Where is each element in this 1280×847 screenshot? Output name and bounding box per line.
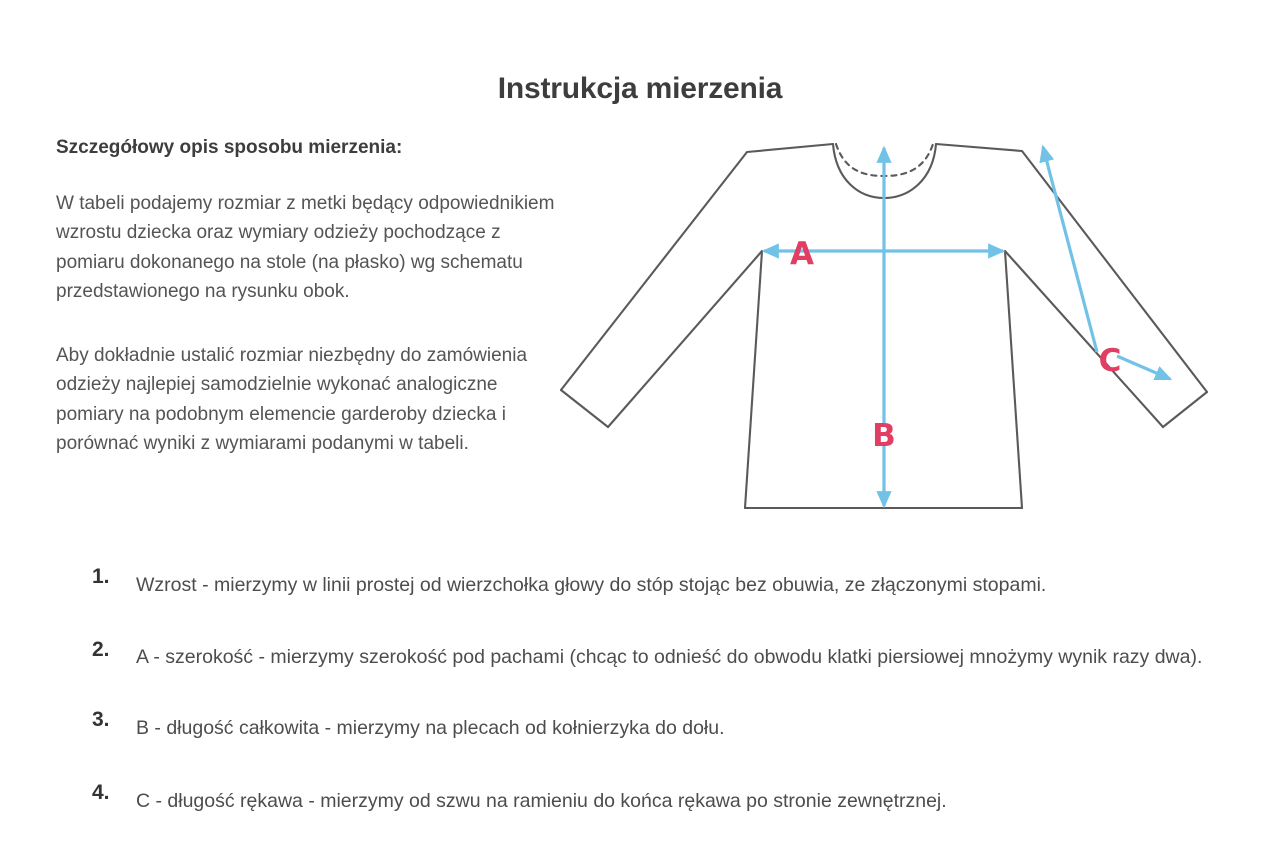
step-number: 4. [92, 781, 110, 804]
label-b: B [872, 418, 896, 454]
step-text: A - szerokość - mierzymy szerokość pod pachami (chcąc to odnieść do obwodu klatki piersiowej mnożymy wynik razy dwa). [136, 646, 1203, 668]
list-item [92, 635, 1277, 679]
garment-measurement-diagram [548, 118, 1248, 528]
right-side-seam [1005, 251, 1022, 508]
step-number: 3. [92, 708, 110, 731]
intro-paragraph-2: Aby dokładnie ustalić rozmiar niezbędny do zamówienia odzieży najlepiej samodzielnie wykonać analogiczne pomiary na podobnym elemencie garderoby dziecka i porównać wyniki z wymiarami podanymi w tabeli. [56, 344, 528, 454]
step-number: 1. [92, 565, 110, 588]
left-sleeve-under-seam [608, 251, 762, 427]
label-a: A [790, 236, 814, 272]
right-cuff-edge [1163, 392, 1207, 427]
right-sleeve-top-seam [936, 144, 1207, 392]
step-text: B - długość całkowita - mierzymy na plecach od kołnierzyka do dołu. [136, 717, 725, 739]
measurement-steps-list [52, 562, 1277, 825]
step-text: C - długość rękawa - mierzymy od szwu na ramieniu do końca rękawa po stronie zewnętrznej. [136, 790, 947, 812]
left-side-seam [745, 251, 762, 508]
list-item [92, 778, 1277, 825]
step-text: Wzrost - mierzymy w linii prostej od wierzchołka głowy do stóp stojąc bez obuwia, ze złączonymi stopami. [136, 574, 1047, 596]
step-number: 2. [92, 638, 110, 661]
garment-svg [548, 118, 1248, 528]
list-item [92, 562, 1277, 609]
right-sleeve-under-seam [1005, 251, 1163, 427]
intro-paragraph-1: W tabeli podajemy rozmiar z metki będący odpowiednikiem wzrostu dziecka oraz wymiary odzieży pochodzące z pomiaru dokonanego na stole (na płasko) wg schematu przedstawionego na rysunku obok. [56, 192, 555, 302]
left-cuff-edge [561, 390, 608, 427]
intro-text-column [56, 134, 556, 459]
intro-heading: Szczegółowy opis sposobu mierzenia: [56, 137, 403, 158]
label-c: C [1098, 343, 1122, 379]
list-item [92, 705, 1277, 752]
arrow-c-down [1117, 356, 1170, 379]
arrow-c-up [1043, 147, 1097, 352]
page-title: Instrukcja mierzenia [497, 72, 783, 106]
